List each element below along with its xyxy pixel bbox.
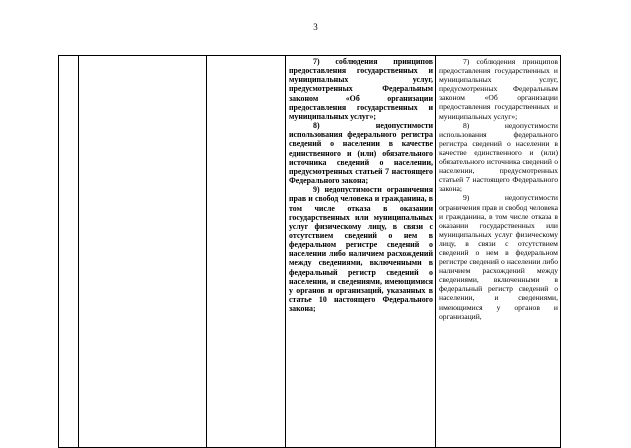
table-cell-empty (79, 56, 207, 448)
table-cell-old-edition (436, 56, 561, 448)
table-cell-number (59, 56, 79, 448)
old-edition-item: 7) соблюдения принципов предоставления государственных и муниципальных услуг, предусмотренных Федеральным законом «Об организации предоставления государственных и муниципальных услуг»; (439, 57, 558, 121)
old-edition-item: 8) недопустимости использования федерального регистра сведений о населении в качестве единственного и (или) обязательного источника сведений о населении, предусмотренных статьей 7 настоящего Федерального закона; (439, 120, 558, 194)
old-edition-item: 9) недопустимости ограничения прав и свобод человека и гражданина, в том числе отказа в оказании государственных или муниципальных услуг физическому лицу, в связи с отсутствием сведений о нем в федеральном регистре сведений о населении либо наличием расхождений между сведениями, включенными в федеральный регистр сведений о населении, и сведениями, имеющимися у органов и организаций, (439, 193, 558, 321)
new-edition-item: 8) недопустимости использования федерального регистра сведений о населении в качестве единственного и (или) обязательного источника сведений о населении, предусмотренных статьей 7 настоящего Федерального закона; (289, 121, 433, 186)
new-edition-text (286, 56, 435, 313)
table-cell-empty (207, 56, 286, 448)
comparison-table (58, 55, 561, 448)
old-edition-text (436, 56, 560, 321)
new-edition-item: 7) соблюдения принципов предоставления государственных и муниципальных услуг, предусмотренных Федеральным законом «Об организации предоставления государственных и муниципальных услуг»; (289, 57, 433, 121)
page-number: 3 (313, 22, 318, 32)
new-edition-item: 9) недопустимости ограничения прав и свобод человека и гражданина, в том числе отказа в оказании государственных или муниципальных услуг физическому лицу, в связи с отсутствием сведений о нем в федеральном регистре сведений о населении либо наличием расхождений между сведениями, включенными в федеральный регистр сведений о населении, и сведениями, имеющимися у органов и организаций, указанных в статье 10 настоящего Федерального закона; (289, 185, 433, 314)
table-row (59, 56, 561, 448)
table-cell-new-edition (286, 56, 436, 448)
